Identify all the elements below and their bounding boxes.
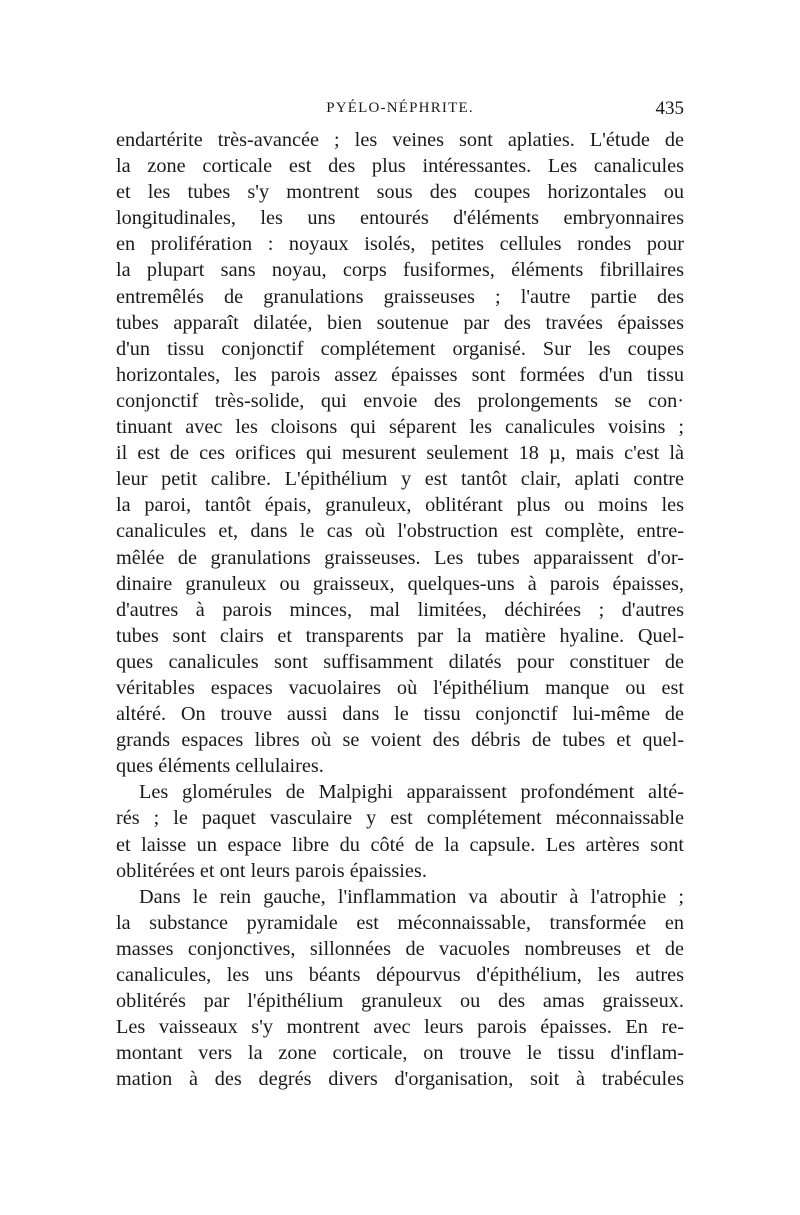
text-line: d'un tissu conjonctif complétement organisé. Sur les coupes <box>116 337 684 360</box>
text-line: tubes sont clairs et transparents par la matière hyaline. Quel- <box>116 624 684 647</box>
text-line: grands espaces libres où se voient des débris de tubes et quel- <box>116 729 684 752</box>
text-line: longitudinales, les uns entourés d'éléments embryonnaires <box>116 207 684 230</box>
text-line: la paroi, tantôt épais, granuleux, oblitérant plus ou moins les <box>116 494 684 517</box>
text-line: oblitérés par l'épithélium granuleux ou des amas graisseux. <box>116 990 684 1013</box>
text-line: en prolifération : noyaux isolés, petites cellules rondes pour <box>116 233 684 256</box>
text-line: la substance pyramidale est méconnaissable, transformée en <box>116 911 684 934</box>
page-number: 435 <box>655 98 684 119</box>
body-text <box>116 127 684 1092</box>
paragraph-start-line: Les glomérules de Malpighi apparaissent profondément alté- <box>139 781 684 804</box>
text-line: mation à des degrés divers d'organisation, soit à trabécules <box>116 1068 684 1091</box>
text-line: véritables espaces vacuolaires où l'épithélium manque ou est <box>116 676 684 699</box>
text-line: montant vers la zone corticale, on trouve le tissu d'inflam- <box>116 1042 684 1065</box>
paragraph-start-line: Dans le rein gauche, l'inflammation va aboutir à l'atrophie ; <box>139 885 684 908</box>
text-line: la plupart sans noyau, corps fusiformes, éléments fibrillaires <box>116 259 684 282</box>
text-line: entremêlés de granulations graisseuses ; l'autre partie des <box>116 285 684 308</box>
paragraph-end-line: oblitérées et ont leurs parois épaissies. <box>116 859 427 882</box>
text-line: altéré. On trouve aussi dans le tissu conjonctif lui-même de <box>116 703 684 726</box>
text-line: leur petit calibre. L'épithélium y est tantôt clair, aplati contre <box>116 468 684 491</box>
text-line: Les vaisseaux s'y montrent avec leurs parois épaisses. En re- <box>116 1016 684 1039</box>
text-line: canalicules et, dans le cas où l'obstruction est complète, entre- <box>116 520 684 543</box>
text-line: horizontales, les parois assez épaisses sont formées d'un tissu <box>116 363 684 386</box>
text-line: il est de ces orifices qui mesurent seulement 18 µ, mais c'est là <box>116 442 684 465</box>
text-line: la zone corticale est des plus intéressantes. Les canalicules <box>116 155 684 178</box>
text-line: mêlée de granulations graisseuses. Les tubes apparaissent d'or- <box>116 546 684 569</box>
text-line: d'autres à parois minces, mal limitées, déchirées ; d'autres <box>116 598 684 621</box>
running-title: PYÉLO-NÉPHRITE. <box>326 100 474 116</box>
text-line: conjonctif très-solide, qui envoie des prolongements se con· <box>116 389 684 412</box>
text-line: tinuant avec les cloisons qui séparent les canalicules voisins ; <box>116 416 684 439</box>
text-line: masses conjonctives, sillonnées de vacuoles nombreuses et de <box>116 937 684 960</box>
text-line: dinaire granuleux ou graisseux, quelques-uns à parois épaisses, <box>116 572 684 595</box>
paragraph-end-line: ques éléments cellulaires. <box>116 755 324 778</box>
text-line: et laisse un espace libre du côté de la capsule. Les artères sont <box>116 833 684 856</box>
text-line: ques canalicules sont suffisamment dilatés pour constituer de <box>116 650 684 673</box>
text-line: rés ; le paquet vasculaire y est complétement méconnaissable <box>116 807 684 830</box>
text-line: endartérite très-avancée ; les veines sont aplaties. L'étude de <box>116 129 684 151</box>
page-header <box>116 98 684 122</box>
text-line: tubes apparaît dilatée, bien soutenue par des travées épaisses <box>116 311 684 334</box>
text-line: canalicules, les uns béants dépourvus d'épithélium, les autres <box>116 964 684 986</box>
text-line: et les tubes s'y montrent sous des coupes horizontales ou <box>116 181 684 204</box>
